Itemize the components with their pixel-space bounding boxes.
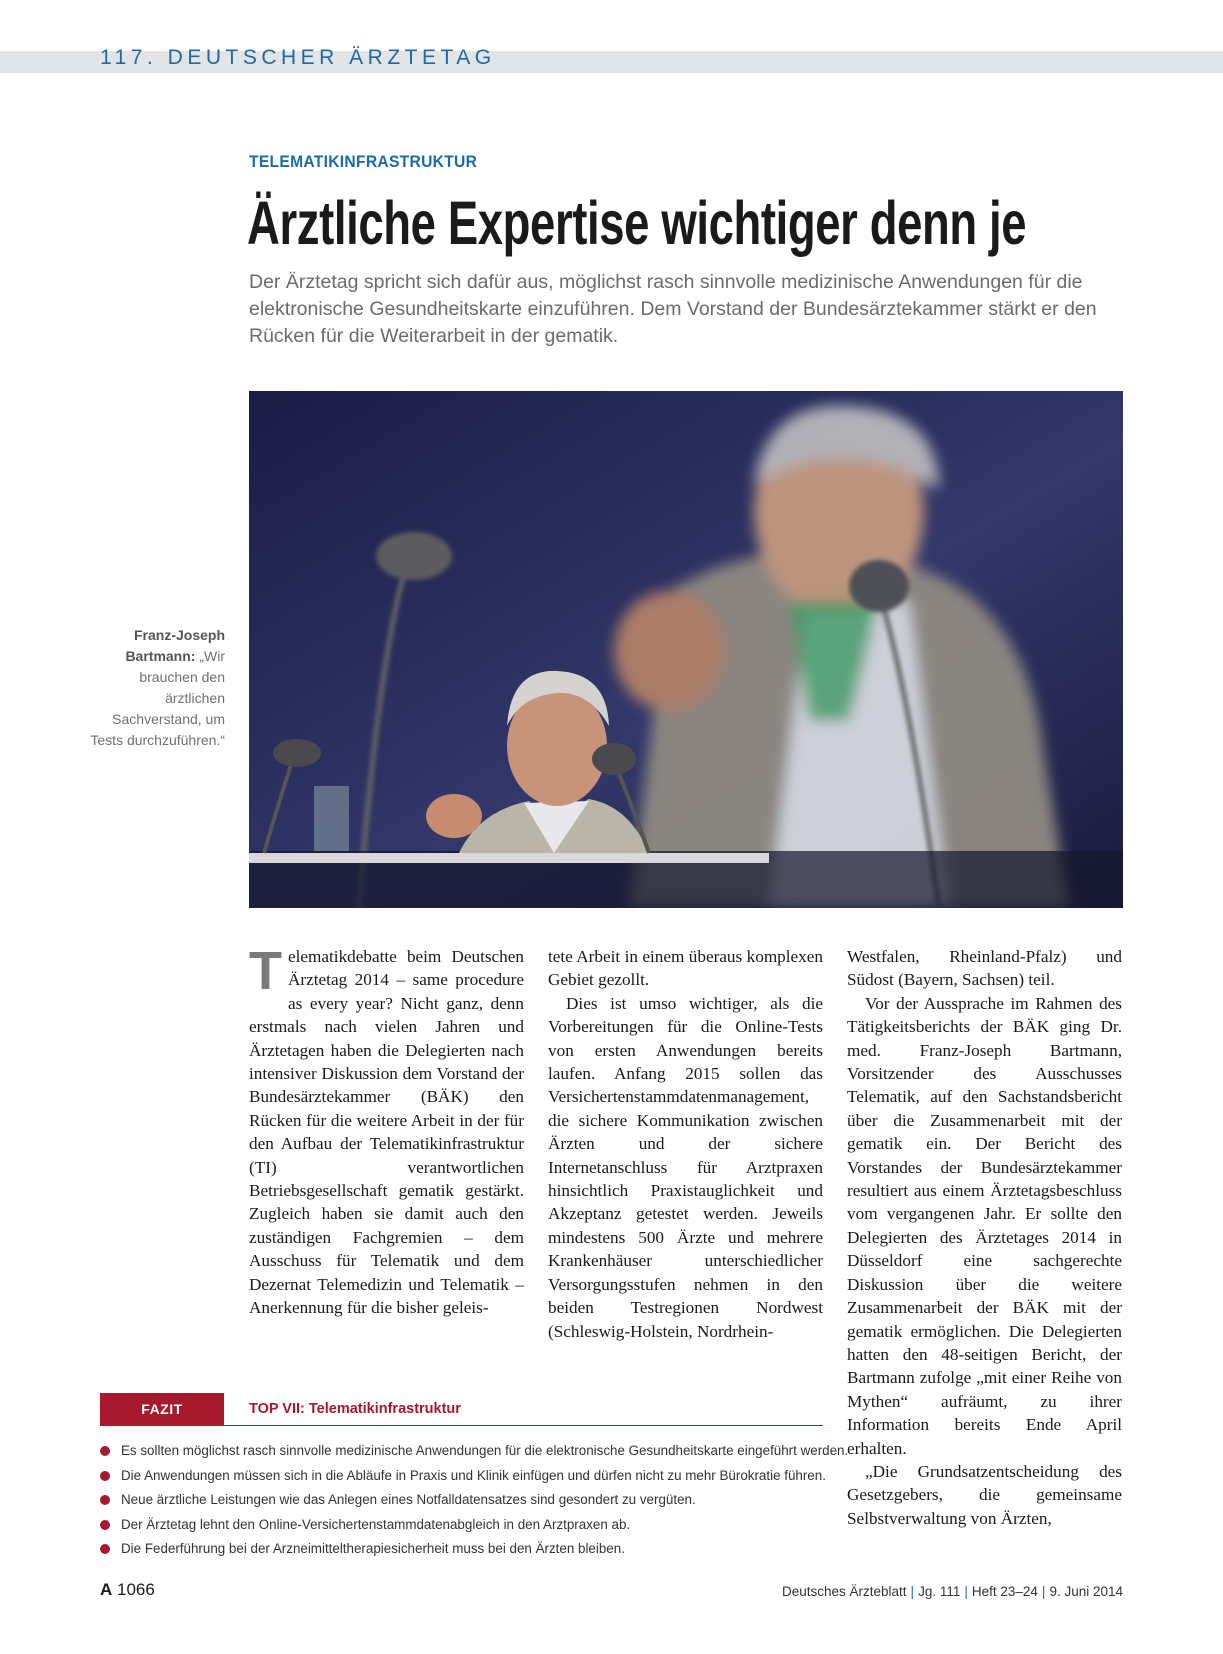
drop-cap: T — [249, 941, 282, 1001]
fazit-item: Neue ärztliche Leistungen wie das Anlegen eines Notfalldatensatzes sind gesondert zu vergüten. — [100, 1488, 840, 1513]
page-number: 1066 — [117, 1580, 155, 1599]
body-column-3 — [847, 945, 1122, 1530]
fazit-list — [100, 1439, 849, 1562]
bullet-icon — [100, 1495, 110, 1505]
page-folio — [100, 1580, 155, 1600]
bullet-icon — [100, 1471, 110, 1481]
col2-paragraph-2: Dies ist umso wichtiger, als die Vorbereitungen für die Online-Tests von ersten Anwendungen bereits laufen. Anfang 2015 sollen das Versichertenstammdatenmanagement, die sichere Kommunikation zwischen Ärzten und der sichere Internetanschluss für Arztpraxen hinsichtlich Praxistauglichkeit und Akzeptanz getestet werden. Jeweils mindestens 500 Ärzte und mehrere Krankenhäuser unterschiedlicher Versorgungsstufen nehmen in den beiden Testregionen Nordwest (Schleswig-Holstein, Nordrhein- — [548, 993, 823, 1341]
fazit-item: Der Ärztetag lehnt den Online-Versichertenstammdatenabgleich in den Arztpraxen ab. — [100, 1513, 840, 1538]
caption-quote: „Wir brauchen den ärztlichen Sachverstand, um Tests durchzuführen.“ — [90, 648, 225, 748]
fazit-item: Die Federführung bei der Arzneimitteltherapiesicherheit muss bei den Ärzten bleiben. — [100, 1537, 840, 1562]
article-photo — [249, 391, 1123, 908]
issue-date: 9. Juni 2014 — [1049, 1584, 1123, 1599]
fazit-item: Es sollten möglichst rasch sinnvolle medizinische Anwendungen für die elektronische Gesundheitskarte eingeführt werden. — [100, 1439, 840, 1464]
running-head: 117. DEUTSCHER ÄRZTETAG — [100, 46, 496, 69]
photo-speaker-illustration — [249, 391, 1123, 908]
fazit-item: Die Anwendungen müssen sich in die Abläufe in Praxis und Klinik einfügen und dürfen nicht zu mehr Bürokratie führen. — [100, 1464, 840, 1489]
col3-paragraph-1: Westfalen, Rheinland-Pfalz) und Südost (Bayern, Sachsen) teil. — [847, 947, 1122, 990]
footer-citation: Deutsches Ärzteblatt | Jg. 111 | Heft 23–24 | 9. Juni 2014 — [781, 1584, 1123, 1599]
lede: Der Ärztetag spricht sich dafür aus, möglichst rasch sinnvolle medizinische Anwendungen für die elektronische Gesundheitskarte einzuführen. Dem Vorstand der Bundesärztekammer stärkt er den Rücken für die Weiterarbeit in der gematik. — [249, 271, 1097, 347]
journal-issue: Heft 23–24 — [971, 1584, 1038, 1599]
col3-paragraph-3: „Die Grundsatzentscheidung des Gesetzgebers, die gemeinsame Selbstverwaltung von Ärzten, — [847, 1461, 1122, 1528]
headline: Ärztliche Expertise wichtiger denn je — [247, 189, 1027, 257]
bullet-icon — [100, 1520, 110, 1530]
fazit-divider — [224, 1425, 823, 1426]
bullet-icon — [100, 1446, 110, 1456]
body-column-2 — [548, 945, 823, 1343]
col1-text: elematikdebatte beim Deutschen Ärztetag 2014 – same procedure as every year? Nicht ganz, denn erstmals nach vielen Jahren und Ärztetagen haben die Delegierten nach intensiver Diskussion dem Vorstand der Bundesärztekammer (BÄK) den Rücken für die weitere Arbeit in der für den Aufbau der Telematikinfrastruktur (TI) verantwortlichen Betriebsgesellschaft gematik gestärkt. Zugleich haben sie damit auch den zuständigen Fachgremien – dem Ausschuss für Telematik und dem Dezernat Telemedizin und Telematik – Anerkennung für die bisher geleis- — [249, 947, 524, 1318]
col3-paragraph-2: Vor der Aussprache im Rahmen des Tätigkeitsberichts der BÄK ging Dr. med. Franz-Joseph Bartmann, Vorsitzender des Ausschusses Telematik, auf den Sachstandsbericht über die Zusammenarbeit mit der gematik ein. Der Bericht des Vorstandes der Bundesärztekammer resultiert aus einem Ärztetagsbeschluss vom vergangenen Jahr. Er sollte den Delegierten des Ärztetages 2014 in Düsseldorf eine sachgerechte Diskussion über die weitere Zusammenarbeit der BÄK mit der gematik ermöglichen. Die Delegierten hatten den 48-seitigen Bericht, der Bartmann zufolge „mit einer Reihe von Mythen“ aufräumt, zu ihrer Information bereits Ende April erhalten. — [847, 993, 1122, 1458]
col2-paragraph-1: tete Arbeit in einem überaus komplexen Gebiet gezollt. — [548, 947, 823, 990]
journal-volume: Jg. 111 — [918, 1584, 961, 1599]
fazit-tag: FAZIT — [100, 1393, 224, 1426]
fazit-title: TOP VII: Telematikinfrastruktur — [249, 1401, 461, 1417]
journal-name: Deutsches Ärzteblatt — [781, 1584, 907, 1599]
photo-caption — [90, 625, 225, 751]
body-column-1 — [249, 941, 524, 1320]
bullet-icon — [100, 1544, 110, 1554]
kicker: TELEMATIKINFRASTRUKTUR — [249, 152, 478, 171]
folio-prefix: A — [100, 1580, 113, 1599]
caption-name: Franz-Joseph Bartmann: — [125, 627, 225, 664]
